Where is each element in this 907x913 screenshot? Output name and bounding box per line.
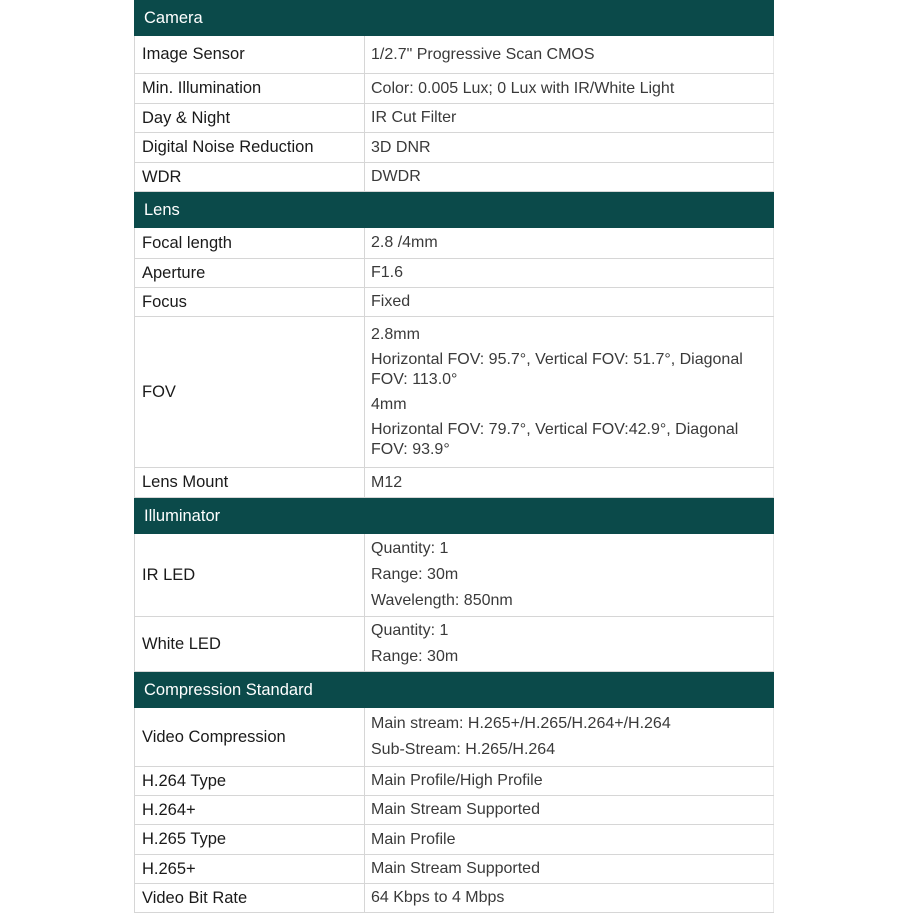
spec-value xyxy=(365,534,774,616)
spec-value xyxy=(365,228,774,258)
spec-table xyxy=(134,0,774,913)
spec-value-line: Range: 30m xyxy=(371,566,459,583)
spec-value xyxy=(365,796,774,824)
spec-value xyxy=(365,74,774,103)
spec-label: IR LED xyxy=(134,534,365,616)
spec-label: White LED xyxy=(134,617,365,671)
spec-row xyxy=(134,468,774,498)
spec-row xyxy=(134,259,774,288)
spec-value-line: Main stream: H.265+/H.265/H.264+/H.264 xyxy=(371,715,671,732)
spec-value-line: Quantity: 1 xyxy=(371,622,449,639)
spec-row xyxy=(134,36,774,74)
spec-value xyxy=(365,36,774,73)
spec-value xyxy=(365,855,774,883)
spec-row xyxy=(134,228,774,259)
spec-value-line: Main Stream Supported xyxy=(371,860,540,877)
spec-label: Aperture xyxy=(134,259,365,287)
spec-value-line: Horizontal FOV: 95.7°, Vertical FOV: 51.7°, Diagonal FOV: 113.0° xyxy=(371,351,743,388)
spec-value-line: 1/2.7" Progressive Scan CMOS xyxy=(371,45,595,63)
spec-value-line: 3D DNR xyxy=(371,138,431,156)
spec-value-line: 2.8 /4mm xyxy=(371,234,438,251)
spec-value-line: Main Profile/High Profile xyxy=(371,772,543,789)
spec-value-line: Fixed xyxy=(371,293,411,310)
section-header-camera: Camera xyxy=(134,0,774,36)
spec-label: H.264 Type xyxy=(134,767,365,795)
spec-value-line: Main Profile xyxy=(371,830,456,848)
spec-row xyxy=(134,163,774,192)
spec-label: Focal length xyxy=(134,228,365,258)
spec-value xyxy=(365,468,774,497)
spec-label: Day & Night xyxy=(134,104,365,132)
spec-label: Image Sensor xyxy=(134,36,365,73)
spec-row xyxy=(134,133,774,163)
spec-value xyxy=(365,104,774,132)
spec-value-line: M12 xyxy=(371,473,403,491)
spec-value xyxy=(365,708,774,766)
spec-label: Digital Noise Reduction xyxy=(134,133,365,162)
spec-row xyxy=(134,74,774,104)
spec-value-line: Range: 30m xyxy=(371,648,459,665)
spec-value xyxy=(365,133,774,162)
section-header-compression-standard: Compression Standard xyxy=(134,672,774,708)
spec-value-line: Sub-Stream: H.265/H.264 xyxy=(371,741,556,758)
spec-row xyxy=(134,104,774,133)
spec-value-line: Wavelength: 850nm xyxy=(371,592,513,609)
spec-value-line: Color: 0.005 Lux; 0 Lux with IR/White Light xyxy=(371,79,675,97)
spec-label: H.265+ xyxy=(134,855,365,883)
spec-value-line: Quantity: 1 xyxy=(371,540,449,557)
spec-value xyxy=(365,259,774,287)
spec-label: FOV xyxy=(134,317,365,467)
spec-value-line: Horizontal FOV: 79.7°, Vertical FOV:42.9°, Diagonal FOV: 93.9° xyxy=(371,421,739,458)
spec-row xyxy=(134,855,774,884)
spec-value xyxy=(365,767,774,795)
spec-row xyxy=(134,534,774,617)
spec-row xyxy=(134,708,774,767)
spec-value xyxy=(365,317,774,467)
section-header-illuminator: Illuminator xyxy=(134,498,774,534)
spec-row xyxy=(134,825,774,855)
spec-label: Min. Illumination xyxy=(134,74,365,103)
spec-label: Focus xyxy=(134,288,365,316)
spec-value-line: IR Cut Filter xyxy=(371,109,457,126)
spec-value-line: DWDR xyxy=(371,168,421,185)
spec-value xyxy=(365,884,774,912)
spec-row xyxy=(134,317,774,468)
spec-label: WDR xyxy=(134,163,365,191)
spec-value xyxy=(365,163,774,191)
spec-label: Video Bit Rate xyxy=(134,884,365,912)
spec-value xyxy=(365,825,774,854)
spec-row xyxy=(134,796,774,825)
spec-value xyxy=(365,288,774,316)
spec-label: Video Compression xyxy=(134,708,365,766)
spec-label: Lens Mount xyxy=(134,468,365,497)
spec-value-line: Main Stream Supported xyxy=(371,801,540,818)
spec-value-line: 4mm xyxy=(371,396,407,413)
spec-value-line: F1.6 xyxy=(371,264,404,281)
spec-row xyxy=(134,288,774,317)
spec-value xyxy=(365,617,774,671)
spec-value-line: 2.8mm xyxy=(371,326,420,343)
section-header-lens: Lens xyxy=(134,192,774,228)
spec-value-line: 64 Kbps to 4 Mbps xyxy=(371,889,505,906)
spec-row xyxy=(134,617,774,672)
spec-label: H.265 Type xyxy=(134,825,365,854)
spec-label: H.264+ xyxy=(134,796,365,824)
spec-row xyxy=(134,884,774,913)
spec-row xyxy=(134,767,774,796)
